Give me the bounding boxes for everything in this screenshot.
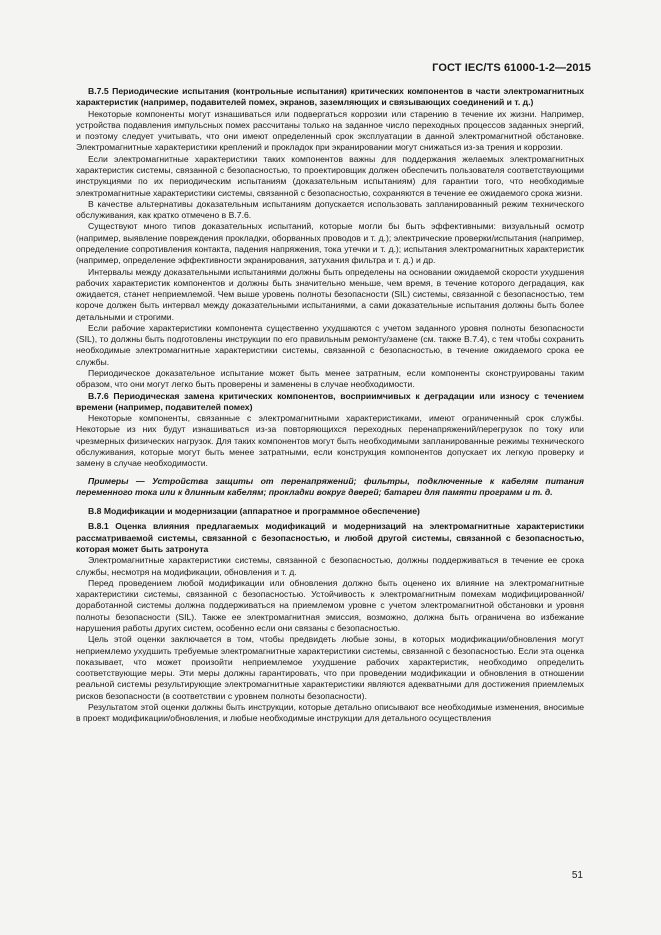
paragraph: Электромагнитные характеристики системы, связанной с безопасностью, должны поддерживаться в течение ее срока службы, несмотря на модификации, обновления и т. д. — [76, 555, 584, 577]
paragraph: Если электромагнитные характеристики таких компонентов важны для поддержания желаемых электромагнитных характеристик системы, связанной с безопасностью, то проектировщик должен обеспечить пользователя соответствующими инструкциями по их периодическим испытаниям (доказательным испытаниям) для гарантии того, что необходимые электромагнитные характеристики системы, связанной с безопасностью, сохраняются в течение ее ожидаемого срока жизни. — [76, 153, 584, 198]
paragraph: Цель этой оценки заключается в том, чтобы предвидеть любые зоны, в которых модификации/обновления могут неприемлемо ухудшить требуемые электромагнитные характеристики системы, связанной с безопасностью. Если эта оценка показывает, что может произойти неприемлемое ухудшение рабочих характеристик, необходимо определить соответствующие меры. Эти меры должны гарантировать, что при проведении модификации и обновления в отношении реальной системы результирующие электромагнитные характеристики являются адекватными для достижения приемлемых рисков безопасности (в соответствии с уровнем полноты безопасности). — [76, 634, 584, 701]
section-heading-b81: B.8.1 Оценка влияния предлагаемых модификаций и модернизаций на электромагнитные характеристики рассматриваемой системы, связанной с безопасностью, и любой другой системы, связанной с безопасностью, которая может быть затронута — [76, 521, 584, 554]
paragraph: Результатом этой оценки должны быть инструкции, которые детально описывают все необходимые изменения, вносимые в проект модификации/обновления, и любые необходимые инструкции для детального осуществления — [76, 701, 584, 724]
paragraph: Некоторые компоненты, связанные с электромагнитными характеристиками, имеют ограниченный срок службы. Некоторые из них будут изнашиваться из-за повторяющихся переходных перенапряжений/перегрузок по току или чрезмерных физических нагрузок. Для таких компонентов могут быть необходимыми запланированные режимы технического обслуживания, которые могут быть менее затратными, если конструкция компонентов допускает их легкую проверку и замену в случае необходимости. — [76, 413, 584, 469]
paragraph: Если рабочие характеристики компонента существенно ухудшаются с учетом заданного уровня полноты безопасности (SIL), то должны быть подготовлены инструкции по его правильным ремонту/замене (см. также B.7.4), с тем чтобы сохранить необходимые электромагнитные характеристики системы, связанной с безопасностью, в течение ожидаемого срока ее службы. — [76, 322, 584, 367]
paragraph: Интервалы между доказательными испытаниями должны быть определены на основании ожидаемой скорости ухудшения рабочих характеристик компонентов и должны быть значительно меньше, чем время, в течение которого деградация, как ожидается, станет неприемлемой. Чем выше уровень полноты безопасности (SIL) системы, связанной с безопасностью, тем короче должен быть интервал между доказательными испытаниями, а сами доказательные испытания должны быть более детальными и строгими. — [76, 266, 584, 322]
section-heading-b76: B.7.6 Периодическая замена критических компонентов, восприимчивых к деградации или износу с течением времени (например, подавителей помех) — [76, 390, 584, 412]
page-number: 51 — [571, 870, 583, 881]
paragraph: В качестве альтернативы доказательным испытаниям допускается использовать запланированный режим технического обслуживания, как кратко отмечено в B.7.6. — [76, 198, 584, 221]
standard-header: ГОСТ IEC/TS 61000-1-2—2015 — [432, 62, 591, 74]
document-body — [76, 86, 584, 724]
examples-note: Примеры — Устройства защиты от перенапряжений; фильтры, подключенные к кабелям питания переменного тока или к длинным кабелям; прокладки вокруг дверей; батареи для памяти программ и т. д. — [76, 475, 584, 497]
paragraph: Перед проведением любой модификации или обновления должно быть оценено их влияние на электромагнитные характеристики системы, связанной с безопасностью. Устойчивость к электромагнитным помехам модифицированной/доработанной системы должна поддерживаться на приемлемом уровне с учетом электромагнитной обстановки и уровня полноты безопасности (SIL). Также ее электромагнитная эмиссия, возможно, должна быть ограничена во избежание нарушения работы других систем, особенно если они связаны с безопасностью. — [76, 577, 584, 633]
section-heading-b75: B.7.5 Периодические испытания (контрольные испытания) критических компонентов в части электромагнитных характеристик (например, подавителей помех, экранов, заземляющих и связывающих соединений и т. д.) — [76, 86, 584, 108]
paragraph: Периодическое доказательное испытание может быть менее затратным, если компоненты сконструированы таким образом, что они могут легко быть проверены и заменены в случае необходимости. — [76, 368, 584, 390]
section-heading-b8: B.8 Модификации и модернизации (аппаратное и программное обеспечение) — [88, 506, 420, 517]
paragraph: Существуют много типов доказательных испытаний, которые могли бы быть эффективными: визуальный осмотр (например, выявление повреждения прокладки, оборванных проводов и т. д.); электрические проверки/испытания (например, определение сопротивления контакта, падения напряжения, тока утечки и т. д.); испытания электромагнитных характеристик (например, определение эффективности экранирования, затухания фильтра и т. д.) и др. — [76, 221, 584, 266]
paragraph: Некоторые компоненты могут изнашиваться или подвергаться коррозии или старению в течение их жизни. Например, устройства подавления импульсных помех рассчитаны только на заданное число переходных процессов заданных энергий, и поэтому следует учитывать, что они имеют определенный срок эксплуатации в данной электромагнитной обстановке. Электромагнитные характеристики креплений и прокладок при экранировании могут снижаться из-за трения и коррозии. — [76, 108, 584, 153]
